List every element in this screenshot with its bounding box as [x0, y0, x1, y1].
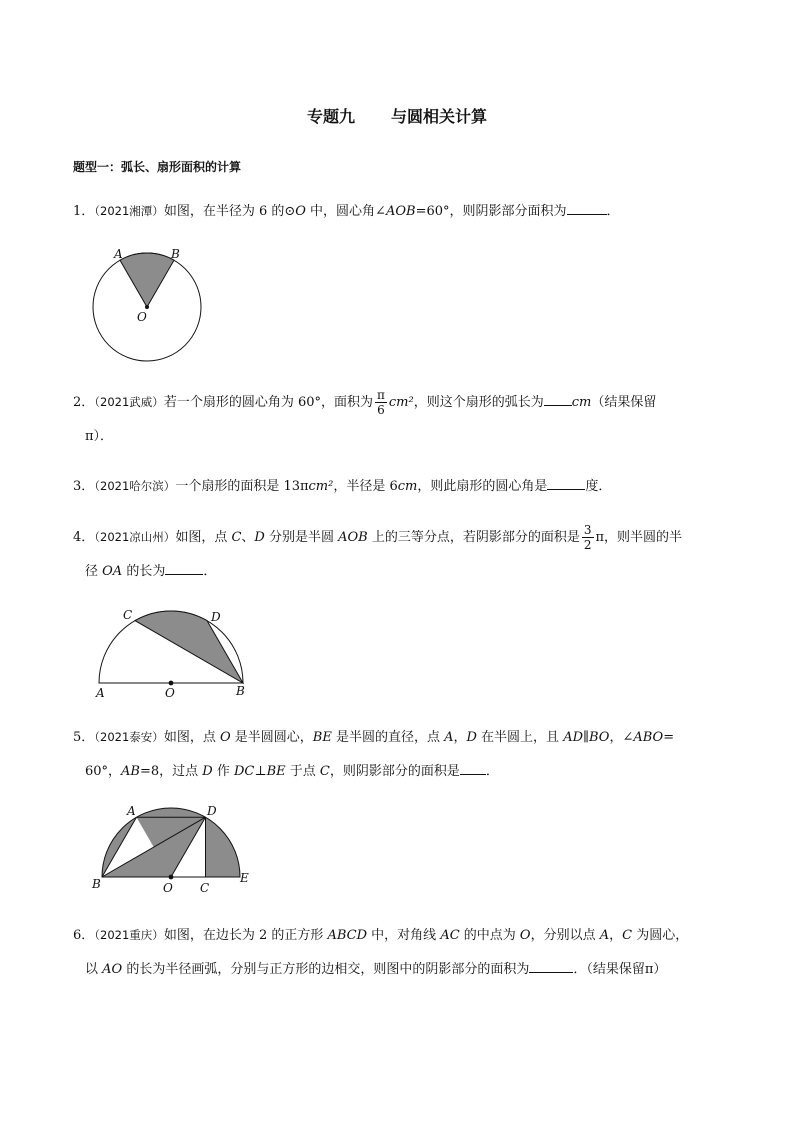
figure-q1-circle-sector: [90, 245, 210, 370]
label-D: D: [207, 804, 217, 818]
label-A: A: [127, 804, 136, 818]
question-1: 1．（2021湘潭）如图，在半径为 6 的⊙O 中，圆心角∠AOB=60°，则阴影部分面积为 ．: [73, 194, 728, 229]
label-A: A: [114, 247, 123, 261]
question-2: 2．（2021武威）若一个扇形的圆心角为 60°，面积为 $\frac{\pi}{6}$ cm²，则这个扇形的弧长为 cm（结果保留 π）．: [73, 388, 657, 444]
shaded-sector: [120, 253, 174, 307]
answer-blank[interactable]: [529, 958, 573, 973]
answer-blank[interactable]: [165, 560, 203, 575]
label-O: O: [137, 310, 147, 324]
label-O: O: [163, 881, 173, 895]
fraction: $\frac{\pi}{6}$: [377, 388, 385, 417]
answer-blank[interactable]: [460, 760, 486, 775]
label-B: B: [171, 247, 180, 261]
label-D: D: [211, 610, 221, 624]
question-4: 4．（2021凉山州）如图，点 C、D 分别是半圆 AOB 上的三等分点，若阴影部分的面积是 $\frac{3}{2}$ π，则半圆的半 径 OA 的长为 ．: [73, 523, 683, 579]
label-O: O: [165, 686, 175, 700]
shaded-region: [135, 611, 243, 683]
figure-q5-semicircle: [90, 800, 260, 895]
answer-blank[interactable]: [547, 475, 585, 490]
center-point: [145, 305, 149, 309]
answer-blank[interactable]: [567, 200, 607, 215]
label-C: C: [123, 608, 133, 622]
label-C: C: [200, 881, 210, 895]
label-A: A: [96, 686, 105, 700]
center-point: [169, 681, 174, 686]
label-E: E: [240, 871, 249, 885]
label-B: B: [236, 684, 245, 698]
page-title: 专题九 与圆相关计算: [306, 107, 488, 126]
center-point: [169, 875, 174, 880]
label-B: B: [92, 877, 101, 891]
answer-blank[interactable]: [544, 391, 572, 406]
section-heading: 题型一：弧长、扇形面积的计算: [73, 160, 242, 174]
question-5: 5．（2021泰安）如图，点 O 是半圆圆心，BE 是半圆的直径，点 A，D 在半圆上，且 AD∥BO，∠ABO= 60°，AB=8，过点 D 作 DC⊥BE 于点 C，则阴影部分的面积是 ．: [73, 730, 675, 779]
figure-q4-semicircle: [90, 605, 260, 705]
fraction: $\frac{3}{2}$: [583, 523, 592, 552]
question-6: 6．（2021重庆）如图，在边长为 2 的正方形 ABCD 中，对角线 AC 的中点为 O，分别以点 A，C 为圆心， 以 AO 的长为半径画弧，分别与正方形的边相交，则图中的阴影部分的面积为 ．（结果保留π）: [73, 928, 689, 977]
question-3: 3．（2021哈尔滨）一个扇形的面积是 13πcm²，半径是 6cm，则此扇形的圆心角是 度．: [73, 469, 728, 504]
